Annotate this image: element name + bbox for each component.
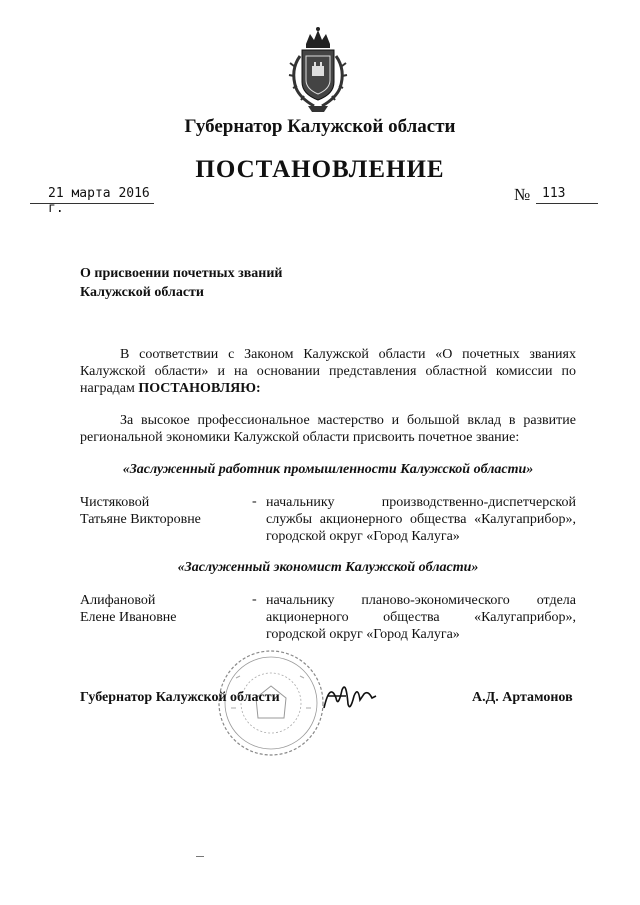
document-number: 113 bbox=[542, 186, 566, 201]
coat-of-arms-icon bbox=[284, 26, 352, 116]
award-paragraph-text: За высокое профессиональное мастерство и большой вклад в развитие региональной экономики Калужской области присвоить почетное звание: bbox=[80, 413, 576, 445]
document-subject bbox=[80, 264, 380, 302]
award-title: «Заслуженный экономист Калужской области» bbox=[177, 560, 479, 575]
document-type: ПОСТАНОВЛЕНИЕ bbox=[195, 156, 445, 183]
subject-line: О присвоении почетных званий bbox=[80, 266, 283, 281]
recipient-surname: Чистяковой bbox=[80, 495, 150, 510]
decree-keyword: ПОСТАНОВЛЯЮ: bbox=[138, 381, 261, 396]
recipient-position: начальнику производственно-диспетчерской службы акционерного общества «Калугаприбор», городской округ «Город Калуга» bbox=[266, 495, 576, 544]
recipient-name bbox=[80, 494, 201, 528]
dash-separator: - bbox=[252, 592, 257, 607]
organization-title: Губернатор Калужской области bbox=[184, 116, 456, 137]
award-paragraph bbox=[80, 412, 576, 446]
recipient-given-names: Елене Ивановне bbox=[80, 610, 177, 625]
number-label: № bbox=[514, 185, 531, 204]
handwritten-signature-icon bbox=[320, 678, 380, 716]
preamble-text: В соответствии с Законом Калужской области «О почетных званиях Калужской области» и на основании представления областной комиссии по наградам bbox=[80, 347, 576, 396]
signatory-position: Губернатор Калужской области bbox=[80, 690, 280, 705]
dash-separator: - bbox=[252, 494, 257, 509]
document-date: 21 марта 2016 г. bbox=[48, 186, 150, 216]
recipient-position: начальнику планово-экономического отдела акционерного общества «Калугаприбор», городской округ «Город Калуга» bbox=[266, 593, 576, 642]
number-underline bbox=[536, 203, 598, 204]
preamble-paragraph bbox=[80, 346, 576, 397]
signatory-name: А.Д. Артамонов bbox=[472, 690, 573, 705]
recipient-surname: Алифановой bbox=[80, 593, 156, 608]
recipient-name bbox=[80, 592, 177, 626]
scan-mark bbox=[196, 856, 204, 861]
subject-line: Калужской области bbox=[80, 285, 204, 300]
recipient-given-names: Татьяне Викторовне bbox=[80, 512, 201, 527]
date-underline bbox=[30, 203, 154, 204]
award-title: «Заслуженный работник промышленности Калужской области» bbox=[122, 462, 534, 477]
